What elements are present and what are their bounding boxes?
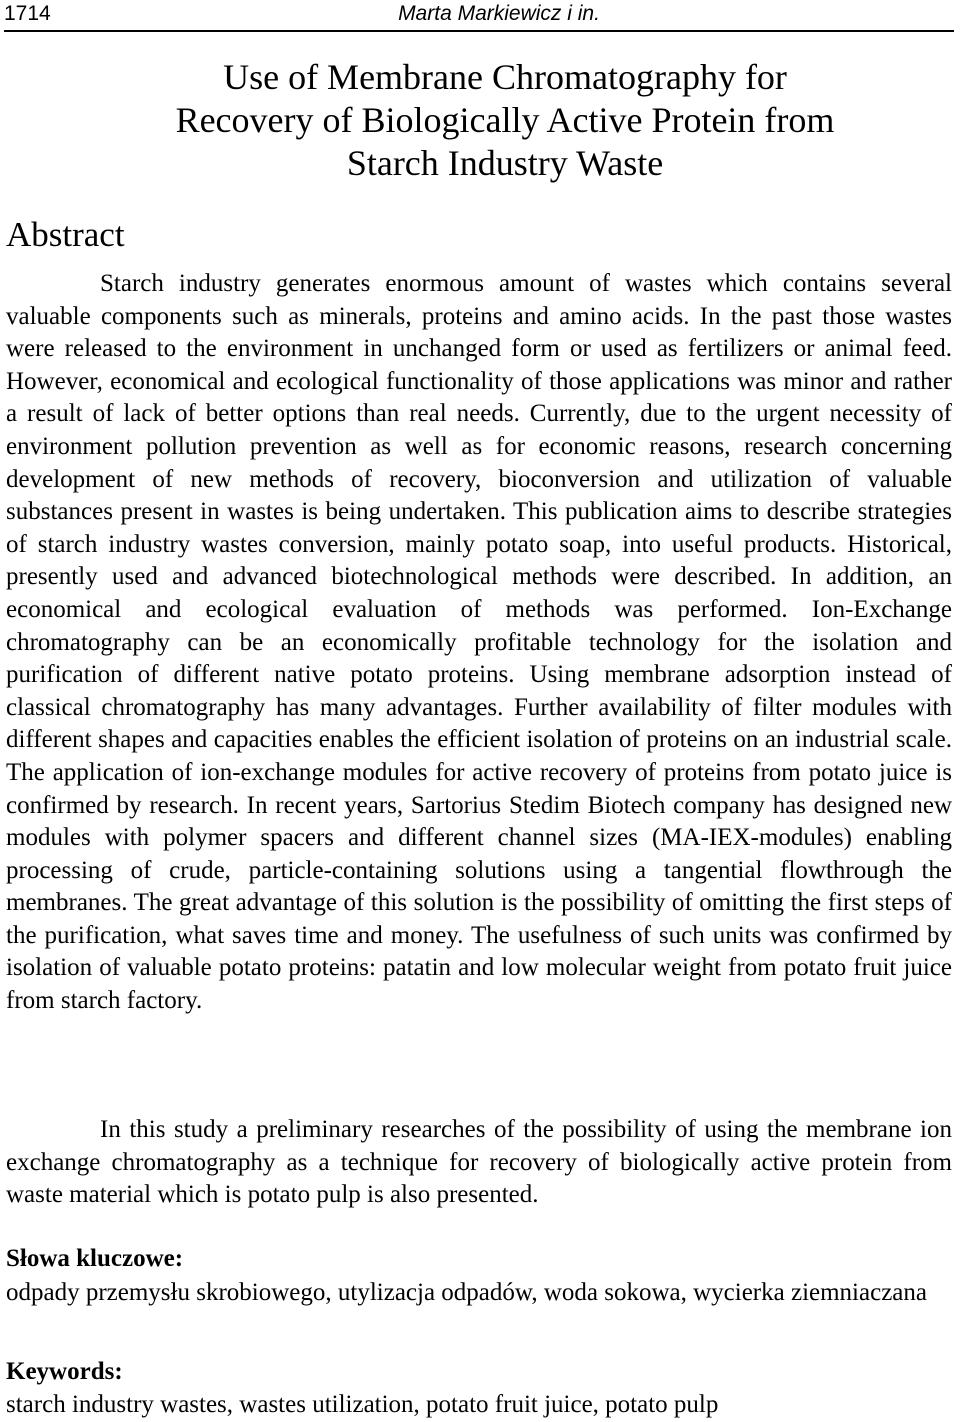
title-line-3: Starch Industry Waste	[346, 143, 664, 183]
title-line-2: Recovery of Biologically Active Protein from	[175, 100, 835, 140]
polish-keywords-heading: Słowa kluczowe:	[6, 1245, 184, 1272]
abstract-heading: Abstract	[6, 215, 125, 254]
title-line-1: Use of Membrane Chromatography for	[223, 57, 787, 97]
paper-title	[80, 56, 930, 185]
keywords-text: starch industry wastes, wastes utilization, potato fruit juice, potato pulp	[6, 1391, 719, 1418]
keywords-heading: Keywords:	[6, 1358, 123, 1385]
polish-keywords-text: odpady przemysłu skrobiowego, utylizacja odpadów, woda sokowa, wycierka ziemniaczana	[6, 1279, 927, 1306]
page-header	[4, 0, 954, 32]
running-head: Marta Markiewicz i in.	[398, 2, 600, 25]
abstract-paragraph-1: Starch industry generates enormous amount of wastes which contains several valuable components such as minerals, proteins and amino acids. In the past those wastes were released to the environment in unchanged form or used as fertilizers or animal feed. However, economical and ecological functionality of those applications was minor and rather a result of lack of better options than real needs. Currently, due to the urgent necessity of environment pollution prevention as well as for economic reasons, research concerning development of new methods of recovery, bioconversion and utilization of valuable substances present in wastes is being undertaken. This publication aims to describe strategies of starch industry wastes conversion, mainly potato soap, into useful products. Historical, presently used and advanced biotechnological methods were described. In addition, an economical and ecological evaluation of methods was performed. Ion-Exchange chromatography can be an economically profitable technology for the isolation and purification of different native potato proteins. Using membrane adsorption instead of classical chromatography has many advantages. Further availability of filter modules with different shapes and capacities enables the efficient isolation of proteins on an industrial scale. The application of ion-exchange modules for active recovery of proteins from potato juice is confirmed by research. In recent years, Sartorius Stedim Biotech company has designed new modules with polymer spacers and different channel sizes (MA-IEX-modules) enabling processing of crude, particle-containing solutions using a tangential flowthrough the membranes. The great advantage of this solution is the possibility of omitting the first steps of the purification, what saves time and money. The usefulness of such units was confirmed by isolation of valuable potato proteins: patatin and low molecular weight from potato fruit juice from starch factory.	[6, 270, 952, 1015]
abstract-paragraph-2: In this study a preliminary researches of the possibility of using the membrane ion exchange chromatography as a technique for recovery of biologically active protein from waste material which is potato pulp is also presented.	[6, 1116, 952, 1209]
page-number: 1714	[4, 2, 51, 25]
